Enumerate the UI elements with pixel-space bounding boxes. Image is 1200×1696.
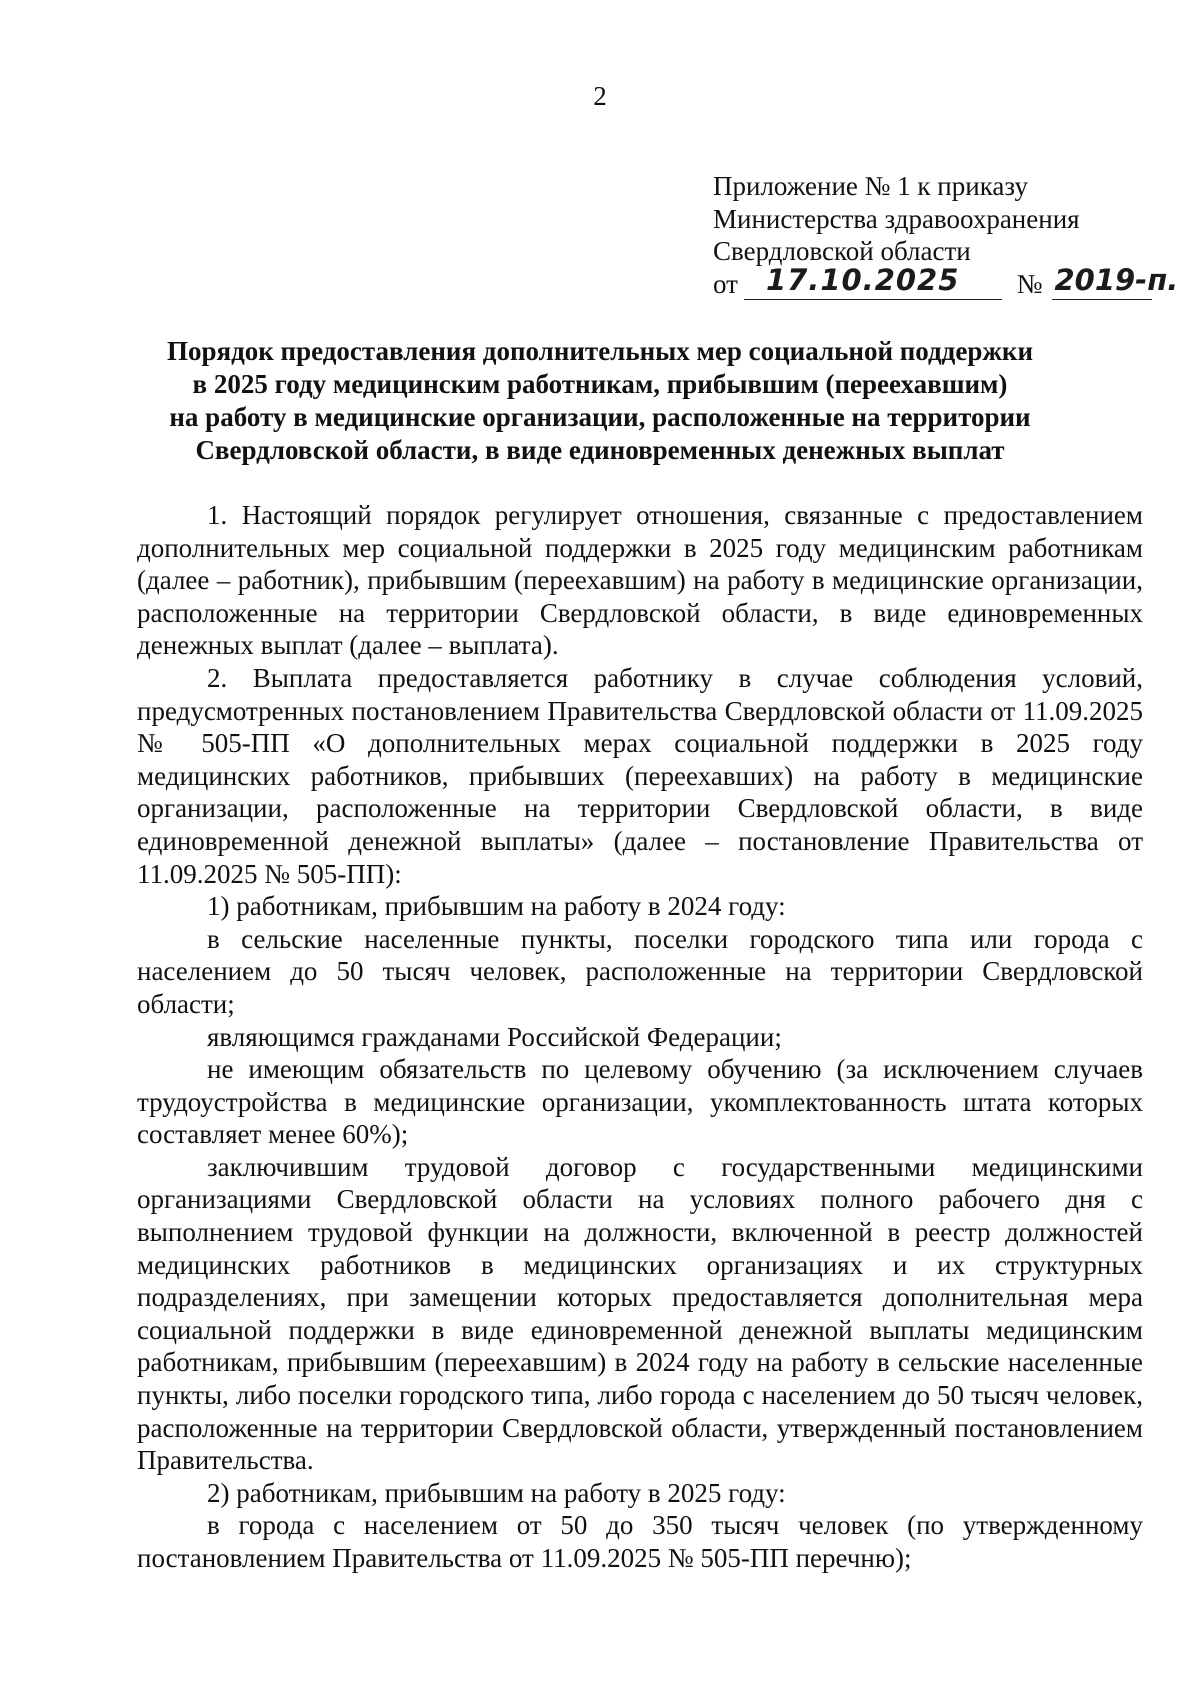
from-label: от xyxy=(713,268,738,299)
paragraph-4: в сельские населенные пункты, поселки городского типа или города с населением до 50 тысяч человек, расположенные на территории Свердловской области; xyxy=(137,923,1143,1019)
order-date-number-line xyxy=(713,263,1179,302)
paragraph-8: 2) работникам, прибывшим на работу в 2025 году: xyxy=(207,1477,786,1508)
paragraph-3: 1) работникам, прибывшим на работу в 2024 году: xyxy=(207,891,786,922)
title-line-3: на работу в медицинские организации, расположенные на территории xyxy=(169,402,1031,432)
appendix-line-3: Свердловской области xyxy=(713,236,971,267)
handwritten-number: 2019-п. xyxy=(1054,263,1179,298)
paragraph-1: 1. Настоящий порядок регулирует отношения, связанные с предоставлением дополнительных мер социальной поддержки в 2025 году медицинским работникам (далее – работник), прибывшим (переехавшим) на работу в медицинские организации, расположенные на территории Свердловской области, в виде единовременных денежных выплат (далее – выплата). xyxy=(137,500,1143,661)
number-label: № xyxy=(1016,268,1043,299)
title-line-2: в 2025 году медицинским работникам, прибывшим (переехавшим) xyxy=(192,369,1008,399)
page-number: 2 xyxy=(593,81,607,111)
paragraph-9: в города с населением от 50 до 350 тысяч человек (по утвержденному постановлением Правительства от 11.09.2025 № 505-ПП перечню); xyxy=(137,1510,1143,1573)
document-body xyxy=(137,499,1143,1575)
paragraph-6: не имеющим обязательств по целевому обучению (за исключением случаев трудоустройства в медицинские организации, укомплектованность штата которых составляет менее 60%); xyxy=(137,1054,1143,1150)
paragraph-2: 2. Выплата предоставляется работнику в случае соблюдения условий, предусмотренных постановлением Правительства Свердловской области от 11.09.2025 № 505-ПП «О дополнительных мерах социальной поддержки в 2025 году медицинских работников, прибывших (переехавших) на работу в медицинские организации, расположенные на территории Свердловской области, в виде единовременной денежной выплаты» (далее – постановление Правительства от 11.09.2025 № 505-ПП): xyxy=(137,662,1143,889)
order-date-field xyxy=(744,263,1002,300)
appendix-line-1: Приложение № 1 к приказу xyxy=(713,171,1028,201)
appendix-header xyxy=(713,170,1179,302)
paragraph-5: являющимся гражданами Российской Федерации; xyxy=(207,1021,782,1052)
order-number-field xyxy=(1052,263,1179,300)
appendix-line-2: Министерства здравоохранения xyxy=(713,203,1080,234)
title-line-4: Свердловской области, в виде единовременных денежных выплат xyxy=(195,435,1005,465)
paragraph-7: заключившим трудовой договор с государственными медицинскими организациями Свердловской области на условиях полного рабочего дня с выполнением трудовой функции на должности, включенной в реестр должностей медицинских работников в медицинских организациях и их структурных подразделениях, при замещении которых предоставляется дополнительная мера социальной поддержки в виде единовременной денежной выплаты медицинским работникам, прибывшим (переехавшим) в 2024 году на работу в сельские населенные пункты, либо поселки городского типа, либо города с населением до 50 тысяч человек, расположенные на территории Свердловской области, утвержденный постановлением Правительства. xyxy=(137,1151,1143,1476)
handwritten-date: 17.10.2025 xyxy=(765,263,960,298)
title-line-1: Порядок предоставления дополнительных мер социальной поддержки xyxy=(166,336,1034,366)
document-title xyxy=(138,335,1062,467)
